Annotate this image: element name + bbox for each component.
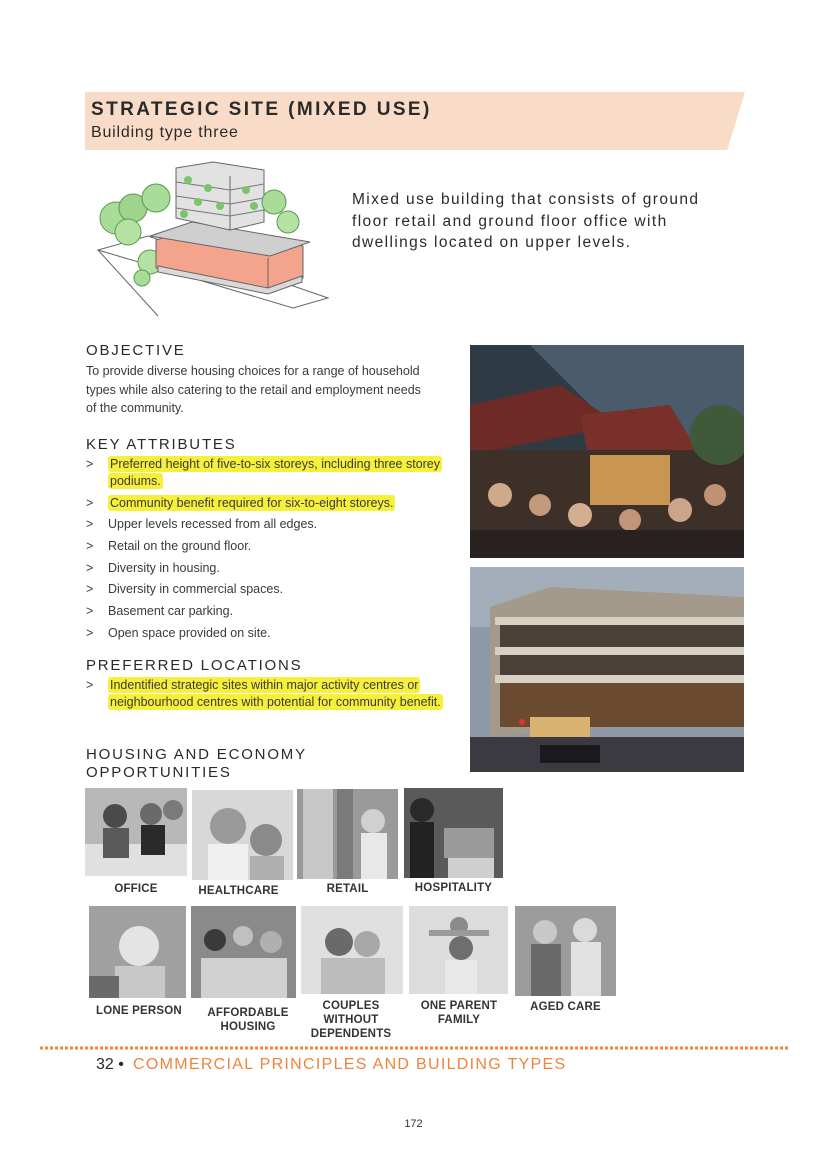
list-item xyxy=(86,625,446,642)
list-item-text: Retail on the ground floor. xyxy=(108,539,252,554)
bullet-marker: > xyxy=(86,604,94,619)
affordable-housing-photo xyxy=(191,906,296,998)
tile-caption: LONE PERSON xyxy=(96,1005,182,1017)
retail-photo xyxy=(297,789,398,879)
lone-person-photo xyxy=(89,906,186,998)
opportunities-heading: HOUSING AND ECONOMY OPPORTUNITIES xyxy=(86,746,307,781)
healthcare-photo xyxy=(192,790,293,880)
sheet-number: 172 xyxy=(404,1118,423,1130)
tile-caption: OFFICE xyxy=(114,883,158,895)
list-item xyxy=(86,677,456,711)
dotted-divider xyxy=(40,1046,788,1050)
list-item-text: Diversity in commercial spaces. xyxy=(108,582,284,597)
list-item-text: Indentified strategic sites within major activity centres or neighbourhood centres with potential for community benefit. xyxy=(110,678,441,709)
tile-caption: HOSPITALITY xyxy=(414,882,493,894)
one-parent-family-photo xyxy=(409,906,508,994)
objective-body: To provide diverse housing choices for a range of household types while also catering to the retail and employment needs of the community. xyxy=(86,364,421,415)
building-sketch-illustration xyxy=(88,158,333,318)
tile-caption: AFFORDABLE HOUSING xyxy=(207,1007,289,1033)
bullet-marker: > xyxy=(86,560,94,575)
bullet-marker: > xyxy=(86,495,94,510)
intro-description: Mixed use building that consists of ground floor retail and ground floor office with dwellings located on upper levels. xyxy=(352,191,700,251)
bullet-marker: > xyxy=(86,625,94,640)
couples-without-dependents-photo xyxy=(301,906,403,994)
list-item xyxy=(86,581,446,598)
section-title: COMMERCIAL PRINCIPLES AND BUILDING TYPES xyxy=(133,1056,567,1073)
list-item xyxy=(86,560,446,577)
list-item xyxy=(86,516,446,533)
list-item xyxy=(86,495,446,512)
list-item xyxy=(86,538,446,555)
aged-care-photo xyxy=(515,906,616,996)
hospitality-photo xyxy=(404,788,503,878)
list-item-text: Open space provided on site. xyxy=(108,625,271,640)
list-item-text: Upper levels recessed from all edges. xyxy=(108,517,318,532)
tile-caption: ONE PARENT FAMILY xyxy=(420,1000,498,1026)
tile-caption: HEALTHCARE xyxy=(198,885,279,897)
tile-caption: COUPLES WITHOUT DEPENDENTS xyxy=(310,1000,392,1040)
office-photo xyxy=(85,788,187,876)
key-attributes-list xyxy=(86,456,446,647)
objective-heading: OBJECTIVE xyxy=(86,342,186,359)
preferred-locations-list xyxy=(86,677,456,711)
list-item-text: Basement car parking. xyxy=(108,604,234,619)
bullet-marker: > xyxy=(86,678,94,692)
bullet-marker: > xyxy=(86,539,94,554)
list-item-text: Community benefit required for six-to-eight storeys. xyxy=(110,495,394,510)
page-title: STRATEGIC SITE (MIXED USE) xyxy=(91,99,432,120)
page-subtitle: Building type three xyxy=(91,124,239,141)
preferred-locations-heading: PREFERRED LOCATIONS xyxy=(86,657,303,674)
list-item-text: Preferred height of five-to-six storeys, including three storey podiums. xyxy=(110,457,441,488)
list-item xyxy=(86,603,446,620)
list-item xyxy=(86,456,446,490)
cafe-photo xyxy=(470,345,744,558)
bullet-marker: > xyxy=(86,457,94,471)
tile-caption: AGED CARE xyxy=(530,1001,601,1013)
building-photo xyxy=(470,567,744,772)
list-item-text: Diversity in housing. xyxy=(108,560,220,575)
bullet-marker: > xyxy=(86,517,94,532)
tile-caption: RETAIL xyxy=(326,883,369,895)
key-attributes-heading: KEY ATTRIBUTES xyxy=(86,436,237,453)
bullet-marker: > xyxy=(86,582,94,597)
page-number: 32 • xyxy=(96,1056,124,1073)
